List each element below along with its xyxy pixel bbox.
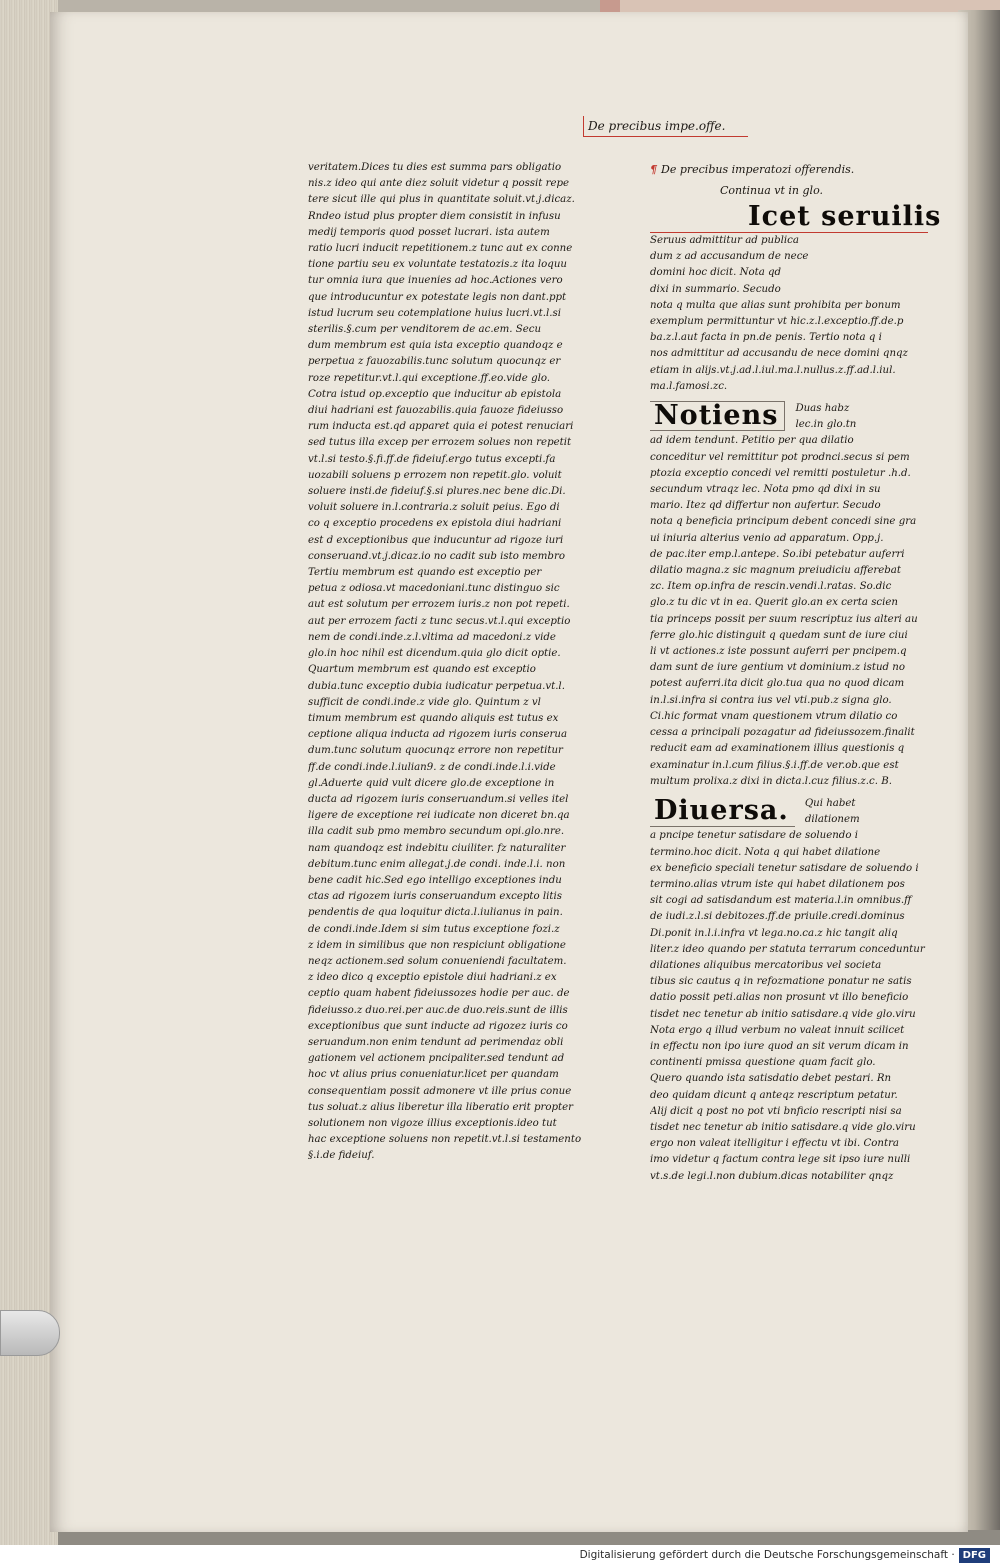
block-3-line: a pncipe tenetur satisdare de soluendo i: [650, 830, 858, 842]
left-column-line: soluere insti.de fideiuf.§.si plures.nec bene dic.Di.: [308, 486, 566, 498]
section-heading: [650, 160, 932, 180]
left-column-line: hac exceptione soluens non repetit.vt.l.si testamento: [308, 1134, 582, 1146]
block-3-line: Alij dicit q post no pot vti bnficio rescripti nisi sa: [650, 1105, 902, 1117]
block-3-line: tisdet nec tenetur ab initio satisdare.q vide glo.viru: [650, 1008, 916, 1020]
block-1-line: Seruus admittitur ad publica: [650, 235, 799, 246]
left-column-line: uozabili soluens p errozem non repetit.glo. voluit: [308, 469, 562, 481]
left-column-line: nem de condi.inde.z.l.vltima ad macedoni.z vide: [308, 631, 556, 643]
block-3-line: deo quidam dicunt q anteqz rescriptum petatur.: [650, 1089, 898, 1101]
block-2-line: ptozia exceptio concedi vel remitti postuletur .h.d.: [650, 467, 911, 479]
dfg-logo: DFG: [959, 1548, 990, 1563]
block-2-line: in.l.si.infra si contra ius vel vti.pub.z signa glo.: [650, 694, 892, 706]
block-2-line: zc. Item op.infra de rescin.vendi.l.ratas. So.dic: [650, 581, 892, 593]
decorated-initial-3: Diuersa.: [650, 796, 795, 827]
block-2-line: ad idem tendunt. Petitio per qua dilatio: [650, 435, 854, 447]
left-column-line: co q exceptio procedens ex epistola diui hadriani: [308, 518, 562, 530]
left-column-line: ligere de exceptione rei iudicate non diceret bn.qa: [308, 810, 570, 822]
block-2-line: secundum vtraqz lec. Nota pmo qd dixi in su: [650, 484, 881, 496]
left-column-line: voluit soluere in.l.contraria.z soluit peius. Ego di: [308, 502, 560, 514]
block-2-line: dilatio magna.z sic magnum preiudiciu afferebat: [650, 565, 901, 577]
block-2-line: mario. Itez qd differtur non aufertur. Secudo: [650, 500, 881, 512]
left-column-line: illa cadit sub pmo membro secundum opi.glo.nre.: [308, 826, 565, 838]
left-column-line: z idem in similibus que non respiciunt obligatione: [308, 939, 566, 951]
decorated-initial-2: Notiens: [650, 401, 785, 431]
left-column-line: medij temporis quod posset lucrari. ista autem: [308, 226, 550, 238]
section-heading-text: De precibus imperatozi offerendis.: [661, 163, 855, 176]
block-3-line: termino.alias vtrum iste qui habet dilationem pos: [650, 878, 905, 890]
left-column-line: pendentis de qua loquitur dicta.l.iulianus in pain.: [308, 907, 563, 919]
block-2-line: Ci.hic format vnam questionem vtrum dilatio co: [650, 710, 898, 722]
left-column-line: vt.l.si testo.§.fi.ff.de fideiuf.ergo tutus excepti.fa: [308, 453, 556, 465]
block-3-line: dilationes aliquibus mercatoribus vel societa: [650, 959, 882, 971]
left-column-line: est d exceptionibus que inducuntur ad rigoze iuri: [308, 534, 564, 546]
left-column-line: timum membrum est quando aliquis est tutus ex: [308, 712, 559, 724]
block-2-line: ui iniuria alterius venio ad apparatum. Opp.j.: [650, 532, 884, 544]
left-column-line: ratio lucri inducit repetitionem.z tunc aut ex conne: [308, 243, 573, 255]
left-column-line: bene cadit hic.Sed ego intelligo exceptiones indu: [308, 874, 562, 886]
block-2-line: potest auferri.ita dicit glo.tua qua no quod dicam: [650, 678, 905, 690]
left-column-line: fideiusso.z duo.rei.per auc.de duo.reis.sunt de illis: [308, 1004, 568, 1016]
left-column-line: solutionem non vigoze illius exceptionis.ideo tut: [308, 1117, 557, 1129]
left-column-line: aut per errozem facti z tunc secus.vt.l.qui exceptio: [308, 615, 571, 627]
left-column-line: neqz actionem.sed solum conueniendi facultatem.: [308, 955, 567, 967]
left-column-line: gationem vel actionem pncipaliter.sed tendunt ad: [308, 1053, 565, 1065]
block-2-line: tia princeps possit per suum rescriptuz ius alteri au: [650, 613, 918, 625]
block-1-line: nos admittitur ad accusandu de nece domini qnqz: [650, 348, 908, 360]
running-head: De precibus impe.offe.: [583, 116, 748, 137]
left-column-line: Cotra istud op.exceptio que inducitur ab epistola: [308, 388, 562, 400]
initial-row-3: [650, 796, 932, 828]
block-2-line: multum prolixa.z dixi in dicta.l.cuz filius.z.c. B.: [650, 775, 892, 787]
block-2-line: nota q beneficia principum debent concedi sine gra: [650, 516, 917, 528]
left-column-line: Tertiu membrum est quando est exceptio per: [308, 567, 542, 579]
left-column-line: ceptio quam habent fideiussozes hodie per auc. de: [308, 988, 570, 1000]
block-2-line: li vt actiones.z iste possunt auferri per pncipem.q: [650, 646, 907, 658]
block-3-line: sit cogi ad satisdandum est materia.l.in omnibus.ff: [650, 895, 912, 907]
left-column-line: §.i.de fideiuf.: [308, 1150, 375, 1162]
initial-3-side-text: [805, 796, 860, 828]
block-2-line: reducit eam ad examinationem illius questionis q: [650, 743, 905, 755]
left-column-line: ff.de condi.inde.l.iulian9. z de condi.inde.l.i.vide: [308, 761, 556, 773]
left-text-column: [308, 160, 584, 1165]
block-3-line: Quero quando ista satisdatio debet pestari. Rn: [650, 1073, 892, 1085]
left-column-line: dubia.tunc exceptio dubia iudicatur perpetua.vt.l.: [308, 680, 565, 692]
left-column-line: perpetua z fauozabilis.tunc solutum quocunqz er: [308, 356, 561, 368]
block-3-line: ex beneficio speciali tenetur satisdare de soluendo i: [650, 862, 919, 874]
left-column-line: Quartum membrum est quando est exceptio: [308, 664, 536, 676]
decorated-initial-1: Icet seruilis: [650, 202, 928, 233]
left-column-line: hoc vt alius prius conueniatur.licet per quandam: [308, 1069, 559, 1081]
block-3-line: Di.ponit in.l.i.infra vt lega.no.ca.z hic tangit aliq: [650, 927, 898, 939]
block-3-line: de iudi.z.l.si debitozes.ff.de priuile.credi.dominus: [650, 911, 905, 923]
initial-3-side-line: Qui habet: [804, 797, 856, 809]
block-3-line: tisdet nec tenetur ab initio satisdare.q vide glo.viru: [650, 1121, 916, 1133]
initial-3-side-line: dilationem: [804, 814, 860, 826]
block-2-line: cessa a principali pozagatur ad fideiussozem.finalit: [650, 727, 915, 739]
block-2-line: conceditur vel remittitur pot prodnci.secus si pem: [650, 451, 910, 463]
left-column-line: que introducuntur ex potestate legis non dant.ppt: [308, 291, 567, 303]
left-column-line: petua z odiosa.vt macedoniani.tunc distinguo sic: [308, 583, 560, 595]
pilcrow-icon: ¶: [650, 163, 657, 176]
block-1-line: ba.z.l.aut facta in pn.de penis. Tertio nota q i: [650, 332, 882, 344]
block-2-line: dam sunt de iure gentium vt dominium.z istud no: [650, 662, 905, 674]
block-3-line: termino.hoc dicit. Nota q qui habet dilatione: [650, 846, 881, 858]
left-column-line: sufficit de condi.inde.z vide glo. Quintum z vl: [308, 696, 541, 708]
left-column-line: rum inducta est.qd apparet quia ei potest renuciari: [308, 421, 574, 433]
block-1-line: nota q multa que alias sunt prohibita per bonum: [650, 299, 901, 311]
left-column-line: ceptione aliqua inducta ad rigozem iuris conserua: [308, 729, 568, 741]
block-1-line: domini hoc dicit. Nota qd: [650, 267, 782, 279]
block-1-line: dixi in summario. Secudo: [650, 283, 781, 295]
block-1-line: exemplum permittuntur vt hic.z.l.exceptio.ff.de.p: [650, 316, 904, 328]
left-column-line: nis.z ideo qui ante diez soluit videtur q possit repe: [308, 178, 570, 190]
page-clip: [0, 1310, 60, 1356]
initial-2-side-line: Duas habz: [795, 403, 850, 415]
block-2-line: ferre glo.hic distinguit q quedam sunt de iure ciui: [650, 629, 908, 641]
left-column-line: consequentiam possit admonere vt ille prius conue: [308, 1085, 572, 1097]
text-block-1: [650, 233, 932, 395]
text-block-3: [650, 828, 932, 1184]
block-2-line: examinatur in.l.cum filius.§.i.ff.de ver.ob.que est: [650, 759, 899, 771]
left-column-line: de condi.inde.Idem si sim tutus exceptione fozi.z: [308, 923, 560, 935]
block-3-line: vt.s.de legi.l.non dubium.dicas notabiliter qnqz: [650, 1170, 894, 1182]
left-column-line: diui hadriani est fauozabilis.quia fauoze fideiusso: [308, 405, 564, 417]
initial-row-2: [650, 401, 932, 433]
right-text-column: [650, 160, 942, 1185]
footer-text: Digitalisierung gefördert durch die Deutsche Forschungsgemeinschaft ·: [579, 1549, 955, 1561]
left-column-line: sed tutus illa excep per errozem solues non repetit: [308, 437, 572, 449]
left-column-line: sterilis.§.cum per venditorem de ac.em. Secu: [308, 324, 542, 336]
left-column-line: tione partiu seu ex voluntate testatozis.z ita loquu: [308, 259, 567, 271]
left-column-line: conseruand.vt.j.dicaz.io no cadit sub isto membro: [308, 550, 565, 562]
left-column-line: exceptionibus que sunt inducte ad rigozez iuris co: [308, 1020, 568, 1032]
initial-2-side-text: [795, 401, 856, 433]
left-column-line: ctas ad rigozem iuris conseruandum excepto litis: [308, 891, 562, 903]
block-3-line: continenti pmissa questione quam facit glo.: [650, 1057, 876, 1069]
text-block-2: [650, 433, 932, 789]
left-column-line: tur omnia iura que inuenies ad hoc.Actiones vero: [308, 275, 563, 287]
block-3-line: in effectu non ipo iure quod an sit verum dicam in: [650, 1040, 909, 1052]
block-2-line: de pac.iter emp.l.antepe. So.ibi petebatur auferri: [650, 548, 905, 560]
block-3-line: liter.z ideo quando per statuta terrarum conceduntur: [650, 943, 925, 955]
block-3-line: Nota ergo q illud verbum no valeat innuit scilicet: [650, 1024, 905, 1036]
block-3-line: datio possit peti.alias non prosunt vt illo beneficio: [650, 992, 909, 1004]
left-column-line: roze repetitur.vt.l.qui exceptione.ff.eo.vide glo.: [308, 372, 551, 384]
block-1-line: ma.l.famosi.zc.: [650, 380, 728, 392]
left-column-line: gl.Aduerte quid vult dicere glo.de exceptione in: [308, 777, 555, 789]
left-column-line: debitum.tunc enim allegat.j.de condi. inde.l.i. non: [308, 858, 566, 870]
left-column-line: istud lucrum seu cotemplatione huius lucri.vt.l.si: [308, 307, 561, 319]
left-column-line: ducta ad rigozem iuris conseruandum.si velles itel: [308, 793, 569, 805]
block-3-line: tibus sic cautus q in refozmatione ponatur ne satis: [650, 976, 912, 988]
block-1-line: etiam in alijs.vt.j.ad.l.iul.ma.l.nullus.z.ff.ad.l.iul.: [650, 364, 896, 376]
left-column-line: seruandum.non enim tendunt ad perimendaz obli: [308, 1036, 564, 1048]
block-1-line: dum z ad accusandum de nece: [650, 251, 809, 263]
left-column-line: glo.in hoc nihil est dicendum.quia glo dicit optie.: [308, 648, 561, 660]
left-column-line: Rndeo istud plus propter diem consistit in infusu: [308, 210, 561, 222]
left-column-line: aut est solutum per errozem iuris.z non pot repeti.: [308, 599, 570, 611]
block-3-line: imo videtur q factum contra lege sit ipso iure nulli: [650, 1154, 911, 1166]
subheading: Continua vt in glo.: [720, 184, 824, 197]
left-column-line: tus soluat.z alius liberetur illa liberatio erit propter: [308, 1101, 574, 1113]
left-column-line: z ideo dico q exceptio epistole diui hadriani.z ex: [308, 972, 557, 984]
left-column-line: dum.tunc solutum quocunqz errore non repetitur: [308, 745, 563, 757]
left-column-line: nam quandoqz est indebitu ciuiliter. fz naturaliter: [308, 842, 566, 854]
left-column-line: dum membrum est quia ista exceptio quandoqz e: [308, 340, 563, 352]
left-column-line: veritatem.Dices tu dies est summa pars obligatio: [308, 162, 562, 173]
block-3-line: ergo non valeat itelligitur i effectu vt ibi. Contra: [650, 1138, 900, 1150]
initial-2-side-line: lec.in glo.tn: [795, 419, 857, 431]
footer-credit: [0, 1545, 1000, 1566]
block-2-line: glo.z tu dic vt in ea. Querit glo.an ex certa scien: [650, 597, 898, 609]
left-column-line: tere sicut ille qui plus in quantitate soluit.vt.j.dicaz.: [308, 194, 575, 206]
